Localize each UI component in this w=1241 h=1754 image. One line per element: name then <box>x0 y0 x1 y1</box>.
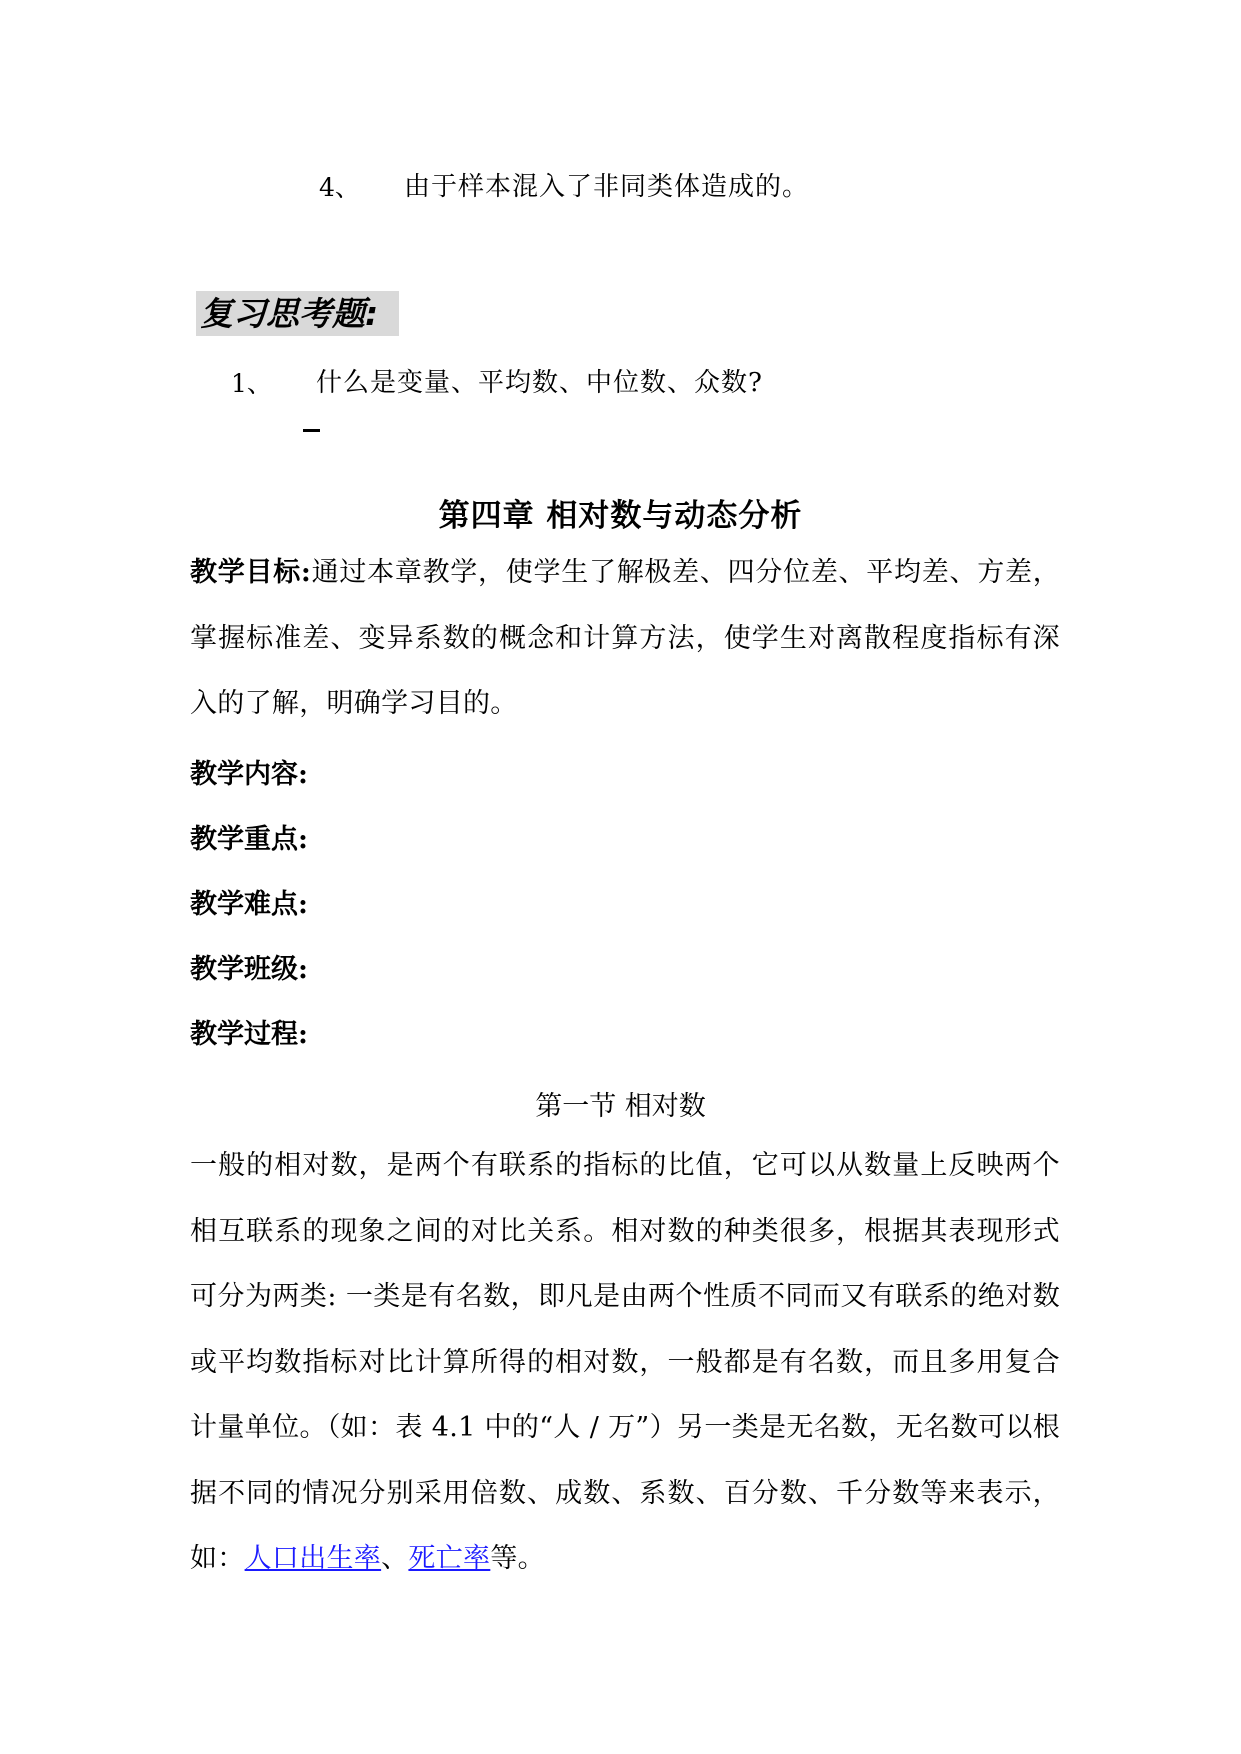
dash-mark <box>303 429 320 432</box>
section-body-paragraph <box>190 1133 1060 1592</box>
death-rate-link[interactable]: 死亡率 <box>408 1543 491 1574</box>
list-item-number: 4、 <box>319 173 360 202</box>
link-separator: 、 <box>381 1543 409 1574</box>
list-item-text: 由于样本混入了非同类体造成的。 <box>404 172 810 202</box>
chapter-title: 第四章 相对数与动态分析 <box>438 498 803 534</box>
section-title: 第一节 相对数 <box>535 1091 706 1122</box>
review-item-number: 1、 <box>231 369 272 398</box>
field-label-class: 教学班级: <box>190 954 308 985</box>
review-item-text: 什么是变量、平均数、中位数、众数? <box>316 368 763 398</box>
field-label-process: 教学过程: <box>190 1019 308 1050</box>
field-label-key-points: 教学重点: <box>190 824 308 855</box>
teaching-objective-text: 通过本章教学，使学生了解极差、四分位差、平均差、方差，掌握标准差、变异系数的概念和计算方法，使学生对离散程度指标有深入的了解，明确学习目的。 <box>190 557 1060 719</box>
teaching-objective-paragraph <box>190 540 1060 737</box>
review-heading: 复习思考题: <box>196 291 399 336</box>
section-body-ending: 等。 <box>490 1543 545 1574</box>
teaching-objective-label: 教学目标: <box>190 557 312 588</box>
field-label-content: 教学内容: <box>190 759 308 790</box>
section-body-text: 一般的相对数，是两个有联系的指标的比值，它可以从数量上反映两个相互联系的现象之间的对比关系。相对数的种类很多，根据其表现形式可分为两类: 一类是有名数，即凡是由两个性质不同而又有联系的绝对数或平均数指标对比计算所得的相对数，一般都是有名数，而且多用复合计量单位。（如：表 4.1 中的“人 / 万”）另一类是无名数，无名数可以根据不同的情况分别采用倍数、成数、系数、百分数、千分数等来表示，如： <box>190 1150 1060 1574</box>
field-label-difficulties: 教学难点: <box>190 889 308 920</box>
birth-rate-link[interactable]: 人口出生率 <box>244 1543 382 1574</box>
